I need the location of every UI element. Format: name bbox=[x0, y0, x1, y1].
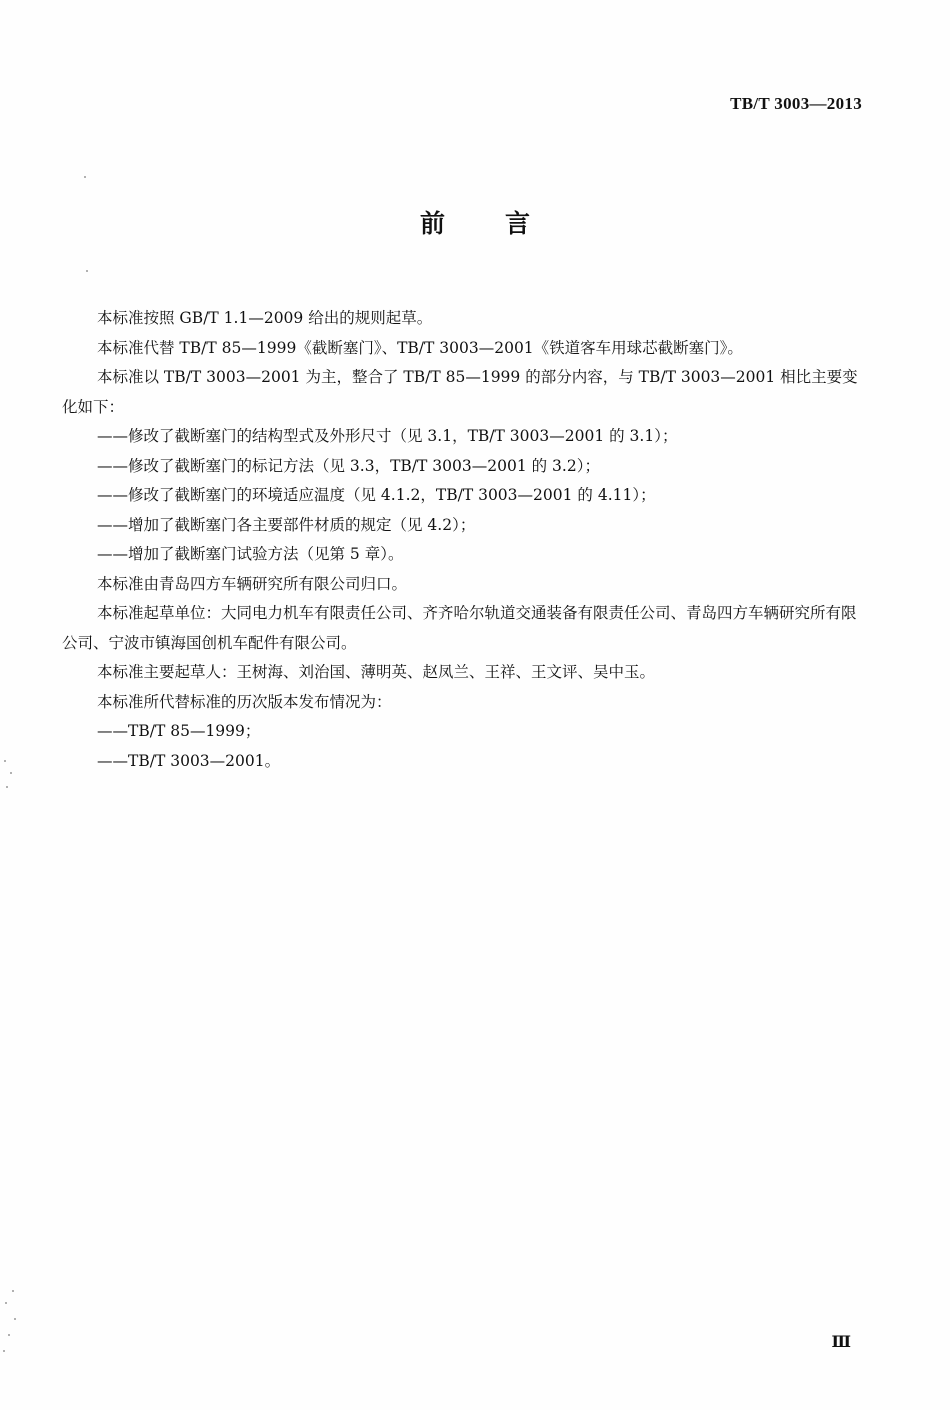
paragraph-previous-editions: 本标准所代替标准的历次版本发布情况为： bbox=[97, 692, 392, 711]
scan-speck bbox=[84, 176, 86, 178]
paragraph-centralized-by: 本标准由青岛四方车辆研究所有限公司归口。 bbox=[97, 574, 408, 593]
paragraph-drafting-units: 本标准起草单位：大同电力机车有限责任公司、齐齐哈尔轨道交通装备有限责任公司、青岛四方车辆研究所有限公司、宁波市镇海国创机车配件有限公司。 bbox=[62, 604, 857, 652]
paragraph-replaces: 本标准代替 TB/T 85—1999《截断塞门》、TB/T 3003—2001《铁道客车用球芯截断塞门》。 bbox=[97, 338, 743, 357]
scan-speck bbox=[5, 1302, 7, 1304]
scan-speck bbox=[14, 1318, 16, 1320]
change-item-structure: ——修改了截断塞门的结构型式及外形尺寸（见 3.1，TB/T 3003—2001 的 3.1）； bbox=[97, 427, 678, 445]
title-char-1: 前 bbox=[419, 209, 445, 238]
scan-speck bbox=[12, 1290, 14, 1292]
page-title bbox=[0, 204, 950, 240]
title-char-2: 言 bbox=[505, 209, 531, 238]
change-item-marking: ——修改了截断塞门的标记方法（见 3.3，TB/T 3003—2001 的 3.2）； bbox=[97, 456, 600, 475]
previous-edition-item: ——TB/T 85—1999； bbox=[97, 722, 261, 740]
paragraph-main-changes: 本标准以 TB/T 3003—2001 为主，整合了 TB/T 85—1999 的部分内容，与 TB/T 3003—2001 相比主要变化如下： bbox=[62, 368, 858, 416]
change-item-materials: ——增加了截断塞门各主要部件材质的规定（见 4.2）； bbox=[97, 515, 476, 534]
change-item-temperature: ——修改了截断塞门的环境适应温度（见 4.1.2，TB/T 3003—2001 的 4.11）； bbox=[97, 486, 656, 504]
foreword-body bbox=[62, 304, 862, 776]
scan-speck bbox=[8, 1334, 10, 1336]
previous-edition-item: ——TB/T 3003—2001。 bbox=[97, 751, 281, 770]
scan-speck bbox=[86, 270, 88, 272]
paragraph-drafting-rules: 本标准按照 GB/T 1.1—2009 给出的规则起草。 bbox=[97, 309, 433, 327]
scan-speck bbox=[10, 772, 12, 774]
scan-speck bbox=[3, 1350, 5, 1352]
page-number: Ⅲ bbox=[831, 1334, 851, 1351]
standard-code-header: TB/T 3003—2013 bbox=[730, 94, 862, 113]
scan-speck bbox=[4, 760, 6, 762]
scan-speck bbox=[6, 786, 8, 788]
change-item-test-methods: ——增加了截断塞门试验方法（见第 5 章）。 bbox=[97, 545, 404, 563]
paragraph-drafters: 本标准主要起草人：王树海、刘治国、薄明英、赵凤兰、王祥、王文评、吴中玉。 bbox=[97, 663, 656, 681]
